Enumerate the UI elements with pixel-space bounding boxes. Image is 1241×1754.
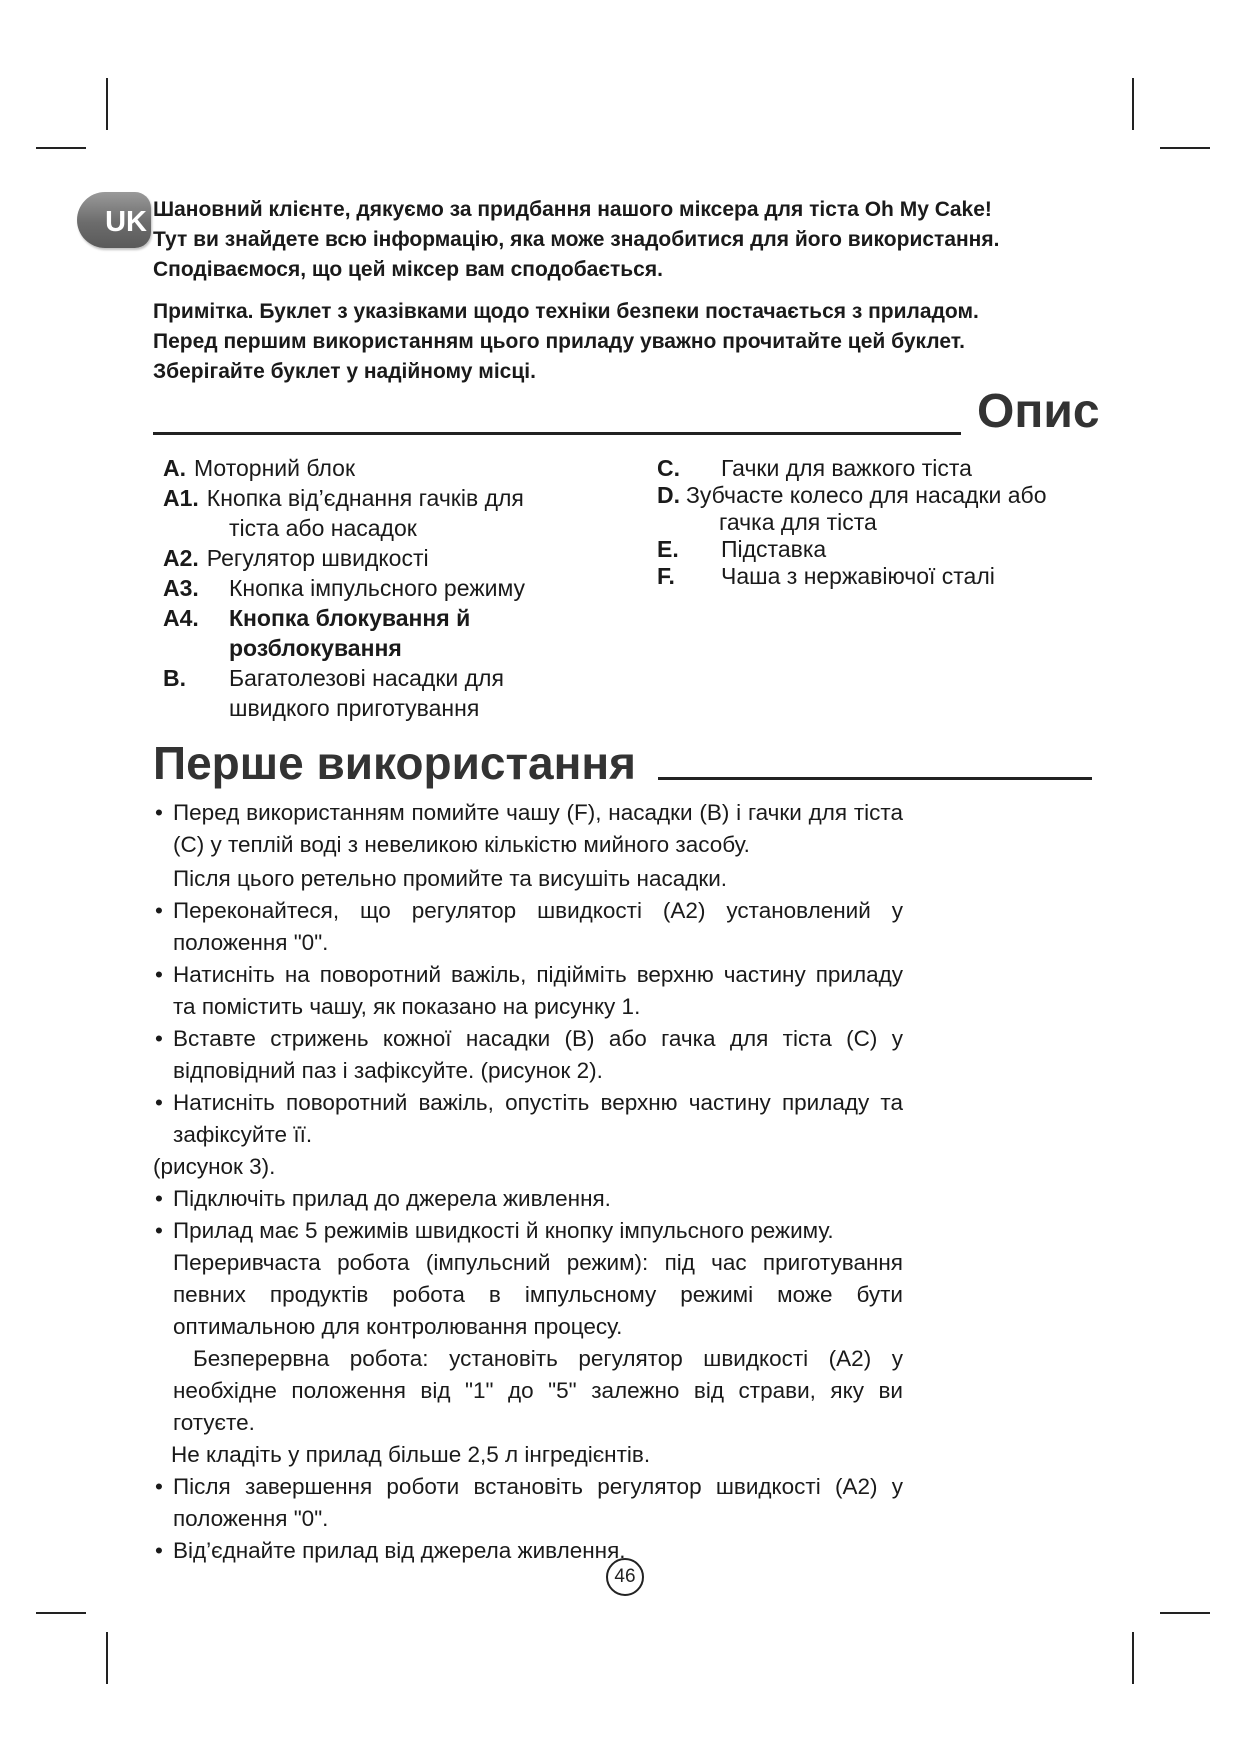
page-number: 46: [606, 1558, 644, 1596]
part-code: A4.: [163, 605, 199, 631]
step-text-continued: Після цього ретельно промийте та висушіть насадки.: [173, 866, 728, 891]
crop-mark-tr-h: [1160, 147, 1210, 149]
crop-mark-br-v: [1132, 1632, 1134, 1684]
part-label: Моторний блок: [194, 455, 356, 481]
part-code: A.: [163, 455, 186, 481]
step-text: Підключіть прилад до джерела живлення.: [173, 1186, 611, 1211]
note-line: Примітка. Буклет з указівками щодо техніки безпеки постачається з приладом.: [153, 300, 979, 323]
parts-list-right: [657, 455, 1117, 590]
step-item: [153, 1023, 903, 1087]
part-item: [163, 543, 583, 573]
bullet: •: [155, 1538, 163, 1563]
part-code: E.: [657, 536, 679, 562]
part-item: [163, 573, 583, 603]
first-use-rule: [658, 777, 1092, 780]
crop-mark-tr-v: [1132, 78, 1134, 130]
step-text: Переконайтеся, що регулятор швидкості (A2) установлений у положення "0".: [173, 898, 903, 955]
part-code: C.: [657, 455, 680, 481]
welcome-text: [153, 195, 1113, 285]
crop-mark-bl-v: [106, 1632, 108, 1684]
part-label: Багатолезові насадки для: [229, 665, 504, 691]
bullet: •: [155, 1026, 163, 1051]
part-label-continued: гачка для тіста: [719, 509, 877, 535]
continuous-mode-text: Безперервна робота: установіть регулятор швидкості (A2) у необхідне положення від "1" до "5" залежно від страви, яку ви готуєте.: [173, 1346, 903, 1435]
part-code: F.: [657, 563, 675, 589]
step-item: [153, 1215, 903, 1247]
step-item: [153, 959, 903, 1023]
bullet: •: [155, 898, 163, 923]
part-code: A3.: [163, 575, 199, 601]
pulse-mode-text: Переривчаста робота (імпульсний режим): під час приготування певних продуктів робота в імпульсному режимі може бути оптимальною для контролювання процесу.: [173, 1250, 903, 1339]
part-item: [163, 603, 583, 663]
step-item: [153, 797, 903, 861]
step-item: [153, 1535, 903, 1567]
step-text: Натисніть поворотний важіль, опустіть верхню частину приладу та зафіксуйте її.: [173, 1090, 903, 1147]
capacity-warning: Не кладіть у прилад більше 2,5 л інгредієнтів.: [171, 1442, 651, 1467]
part-code: A2.: [163, 545, 199, 571]
bullet: •: [155, 1186, 163, 1211]
part-label: Кнопка від’єднання гачків для: [206, 485, 524, 511]
welcome-line: Сподіваємося, що цей міксер вам сподобається.: [153, 258, 663, 281]
part-code: B.: [163, 665, 186, 691]
part-item: [657, 536, 1117, 563]
part-label-continued: розблокування: [229, 635, 402, 661]
part-label-continued: швидкого приготування: [229, 695, 480, 721]
figure-reference: (рисунок 3).: [153, 1154, 276, 1179]
step-item: [153, 1471, 903, 1535]
bullet: •: [155, 800, 163, 825]
step-text: Перед використанням помийте чашу (F), насадки (B) і гачки для тіста (C) у теплій воді з невеликою кількістю мийного засобу.: [173, 800, 903, 857]
description-title: Опис: [977, 385, 1100, 438]
part-label: Гачки для важкого тіста: [721, 455, 972, 481]
step-text: Після завершення роботи встановіть регулятор швидкості (A2) у положення "0".: [173, 1474, 903, 1531]
step-item: [153, 1087, 903, 1151]
step-item: [153, 895, 903, 959]
bullet: •: [155, 1218, 163, 1243]
part-item: [163, 663, 583, 723]
description-rule: [153, 432, 961, 435]
bullet: •: [155, 1474, 163, 1499]
bullet: •: [155, 1090, 163, 1115]
first-use-title: Перше використання: [153, 737, 636, 789]
safety-note: [153, 297, 1113, 387]
part-label: Чаша з нержавіючої сталі: [721, 563, 995, 589]
part-label: Підставка: [721, 536, 827, 562]
part-item: [163, 483, 583, 543]
part-label: Зубчасте колесо для насадки або: [686, 482, 1047, 508]
language-badge: [77, 192, 151, 248]
step-text: Вставте стрижень кожної насадки (B) або гачка для тіста (C) у відповідний паз і зафіксуйте. (рисунок 2).: [173, 1026, 903, 1083]
part-code: D.: [657, 482, 680, 508]
crop-mark-tl-v: [106, 78, 108, 130]
step-text: Натисніть на поворотний важіль, підійміть верхню частину приладу та помістить чашу, як показано на рисунку 1.: [173, 962, 903, 1019]
part-item: [657, 455, 1117, 482]
part-label: Кнопка блокування й: [229, 605, 471, 631]
part-item: [657, 563, 1117, 590]
crop-mark-br-h: [1160, 1612, 1210, 1614]
part-label: Регулятор швидкості: [206, 545, 429, 571]
step-item: [153, 1183, 903, 1215]
part-code: A1.: [163, 485, 199, 511]
language-badge-label: UK: [105, 206, 147, 238]
note-line: Перед першим використанням цього приладу уважно прочитайте цей буклет.: [153, 330, 966, 353]
crop-mark-tl-h: [36, 147, 86, 149]
part-item: [163, 453, 583, 483]
crop-mark-bl-h: [36, 1612, 86, 1614]
welcome-line: Шановний клієнте, дякуємо за придбання нашого міксера для тіста Oh My Cake!: [153, 198, 992, 221]
bullet: •: [155, 962, 163, 987]
welcome-line: Тут ви знайдете всю інформацію, яка може знадобитися для його використання.: [153, 228, 1000, 251]
part-label: Кнопка імпульсного режиму: [229, 575, 526, 601]
parts-list-left: [163, 453, 583, 723]
part-item: [657, 482, 1117, 536]
part-label-continued: тіста або насадок: [229, 515, 417, 541]
first-use-steps: [153, 797, 903, 1567]
step-text: Від’єднайте прилад від джерела живлення.: [173, 1538, 626, 1563]
note-line: Зберігайте буклет у надійному місці.: [153, 360, 536, 383]
step-text: Прилад має 5 режимів швидкості й кнопку імпульсного режиму.: [173, 1218, 834, 1243]
